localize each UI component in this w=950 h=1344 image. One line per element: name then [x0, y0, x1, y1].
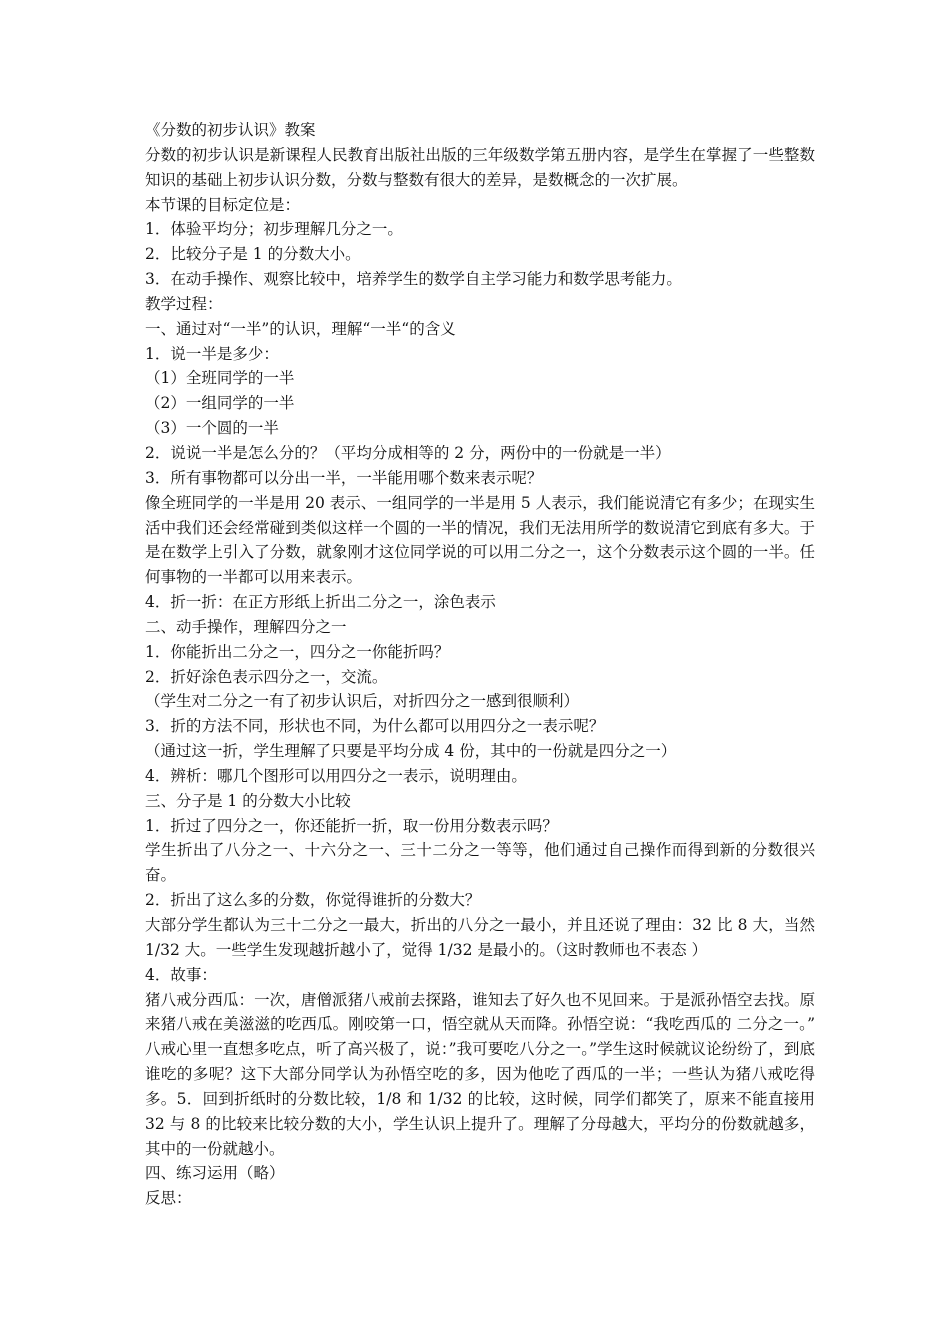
section2-item: 2．折好涂色表示四分之一，交流。	[145, 667, 388, 686]
goal-item: 2．比较分子是 1 的分数大小。	[145, 245, 361, 264]
section2-item: 4．辨析：哪几个图形可以用四分之一表示，说明理由。	[145, 766, 527, 785]
section1-item: 2．说说一半是怎么分的？（平均分成相等的 2 分，两份中的一份就是一半）	[145, 443, 671, 462]
section2-item: 1．你能折出二分之一，四分之一你能折吗？	[145, 642, 450, 661]
section2-item: 3．折的方法不同，形状也不同，为什么都可以用四分之一表示呢？	[145, 717, 605, 736]
process-heading: 教学过程：	[145, 294, 223, 313]
section3-item: 2．折出了这么多的分数，你觉得谁折的分数大？	[145, 891, 481, 910]
section3-paragraph: 大部分学生都认为三十二分之一最大，折出的八分之一最小，并且还说了理由：32 比 8 大，当然 1/32 大。一些学生发现越折越小了，觉得 1/32 是最小的。（这时教师也不表态 ）	[145, 916, 815, 959]
section1-heading: 一、通过对“一半”的认识，理解“一半“的含义	[145, 319, 456, 338]
section2-note: （学生对二分之一有了初步认识后，对折四分之一感到很顺利）	[145, 692, 580, 711]
goals-heading: 本节课的目标定位是：	[145, 195, 301, 214]
section1-item: 1．说一半是多少：	[145, 344, 279, 363]
section2-note: （通过这一折，学生理解了只要是平均分成 4 份，其中的一份就是四分之一）	[145, 742, 677, 761]
intro-paragraph: 分数的初步认识是新课程人民教育出版社出版的三年级数学第五册内容，是学生在掌握了一些整数知识的基础上初步认识分数，分数与整数有很大的差异，是数概念的一次扩展。	[145, 145, 815, 189]
document-page	[145, 118, 815, 1211]
document-title: 《分数的初步认识》教案	[145, 121, 316, 139]
section1-item: 4．折一折：在正方形纸上折出二分之一，涂色表示	[145, 593, 496, 612]
section3-heading: 三、分子是 1 的分数大小比较	[145, 791, 351, 810]
section1-item: 3．所有事物都可以分出一半，一半能用哪个数来表示呢？	[145, 468, 543, 487]
reflection-heading: 反思：	[145, 1189, 192, 1208]
section3-item: 4．故事：	[145, 965, 217, 984]
section3-paragraph: 学生折出了八分之一、十六分之一、三十二分之一等等，他们通过自己操作而得到新的分数很兴奋。	[145, 841, 815, 885]
section1-subitem: （1）全班同学的一半	[145, 369, 295, 388]
section2-heading: 二、动手操作，理解四分之一	[145, 617, 347, 636]
goal-item: 3．在动手操作、观察比较中，培养学生的数学自主学习能力和数学思考能力。	[145, 270, 682, 289]
section1-paragraph: 像全班同学的一半是用 20 表示、一组同学的一半是用 5 人表示，我们能说清它有多少；在现实生活中我们还会经常碰到类似这样一个圆的一半的情况，我们无法用所学的数说清它到底有多大。于是在数学上引入了分数，就象刚才这位同学说的可以用二分之一，这个分数表示这个圆的一半。任何事物的一半都可以用来表示。	[145, 493, 815, 587]
story-paragraph: 猪八戒分西瓜：一次，唐僧派猪八戒前去探路，谁知去了好久也不见回来。于是派孙悟空去找。原来猪八戒在美滋滋的吃西瓜。刚咬第一口，悟空就从天而降。孙悟空说：“我吃西瓜的 二分之一。” 八戒心里一直想多吃点，听了高兴极了，说：”我可要吃八分之一。”学生这时候就议论纷纷了，到底谁吃的多呢？这下大部分同学认为孙悟空吃的多，因为他吃了西瓜的一半；一些认为猪八戒吃得多。5．回到折纸时的分数比较，1/8 和 1/32 的比较，这时候，同学们都笑了，原来不能直接用 32 与 8 的比较来比较分数的大小，学生认识上提升了。理解了分母越大，平均分的份数就越多，其中的一份就越小。	[145, 990, 815, 1158]
section4-heading: 四、练习运用（略）	[145, 1164, 285, 1183]
goal-item: 1．体验平均分；初步理解几分之一。	[145, 220, 403, 239]
section1-subitem: （2）一组同学的一半	[145, 394, 295, 413]
section1-subitem: （3）一个圆的一半	[145, 419, 279, 438]
section3-item: 1．折过了四分之一，你还能折一折，取一份用分数表示吗？	[145, 816, 558, 835]
